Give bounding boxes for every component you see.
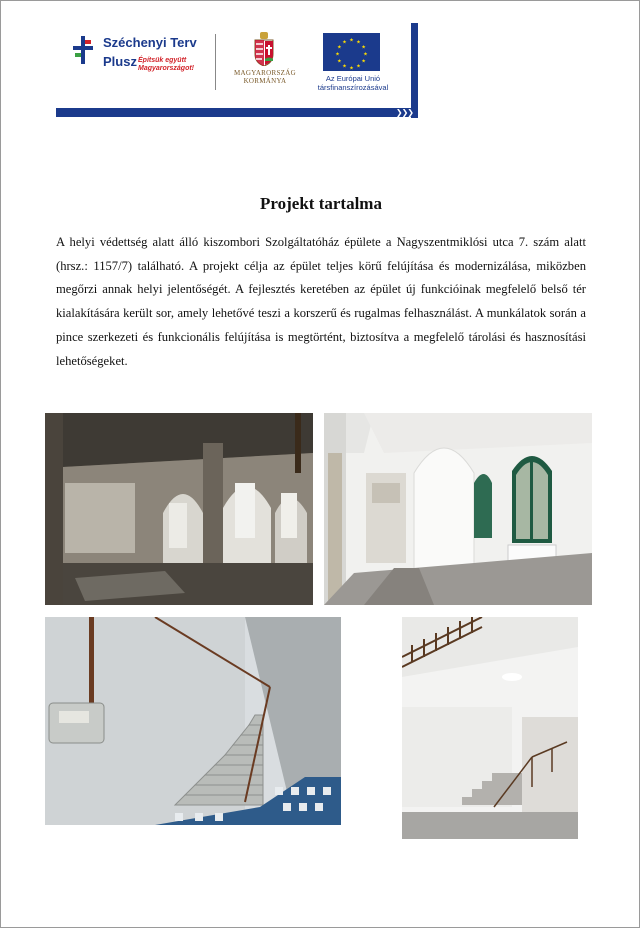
svg-text:★: ★ [349, 65, 354, 71]
government-line-2: KORMÁNYA [243, 77, 287, 85]
chevrons-icon: ❯❯❯ [395, 108, 413, 117]
svg-text:★: ★ [337, 44, 342, 51]
svg-text:★: ★ [361, 58, 366, 65]
banner-bottom-bar [56, 108, 418, 117]
svg-text:★: ★ [337, 58, 342, 65]
eu-line-1: Az Európai Unió [325, 74, 381, 83]
szechenyi-plus-logo-icon [73, 36, 93, 64]
photo-interior-before [45, 413, 313, 605]
szechenyi-plus: Plusz [103, 54, 137, 69]
photo-stairs-after [402, 617, 578, 839]
svg-text:★: ★ [356, 39, 361, 46]
project-description: A helyi védettség alatt álló kiszombori Szolgáltatóház épülete a Nagyszentmiklósi utca 7. szám alatt (hrsz.: 1157/7) található. A projekt célja az épület teljes körű felújítása és modernizálása, miközben megőrzi annak helyi jelentőségét. A fejlesztés keretében az épület új funkcióinak megfelelő belső tér kialakítására került sor, amely lehetővé teszi a korszerű és rugalmas felhasználást. A munkálatok során a pince szerkezeti és funkcionális felújítása is megtörtént, biztosítva a megfelelő tárolási és hasznosítási lehetőségeket. [56, 235, 586, 368]
szechenyi-slogan: Építsük együtt Magyarországot! [138, 57, 195, 72]
svg-text:★: ★ [342, 63, 347, 70]
svg-text:★: ★ [349, 37, 354, 44]
svg-text:★: ★ [361, 44, 366, 51]
photo-interior-after [324, 413, 592, 605]
government-line-1: MAGYARORSZÁG [234, 69, 296, 77]
eu-line-2: társfinanszírozásával [317, 83, 389, 92]
logo-divider [215, 34, 216, 90]
svg-text:★: ★ [356, 63, 361, 70]
szechenyi-title: Széchenyi Terv [103, 35, 197, 50]
government-label [226, 69, 304, 85]
eu-label [308, 74, 398, 92]
page-title: Projekt tartalma [260, 194, 382, 213]
svg-text:★: ★ [335, 51, 340, 58]
hungarian-coat-of-arms-icon [253, 32, 275, 66]
photo-stairs-before [45, 617, 341, 825]
svg-text:★: ★ [342, 39, 347, 46]
eu-flag-icon [323, 33, 380, 71]
svg-text:★: ★ [363, 51, 368, 58]
